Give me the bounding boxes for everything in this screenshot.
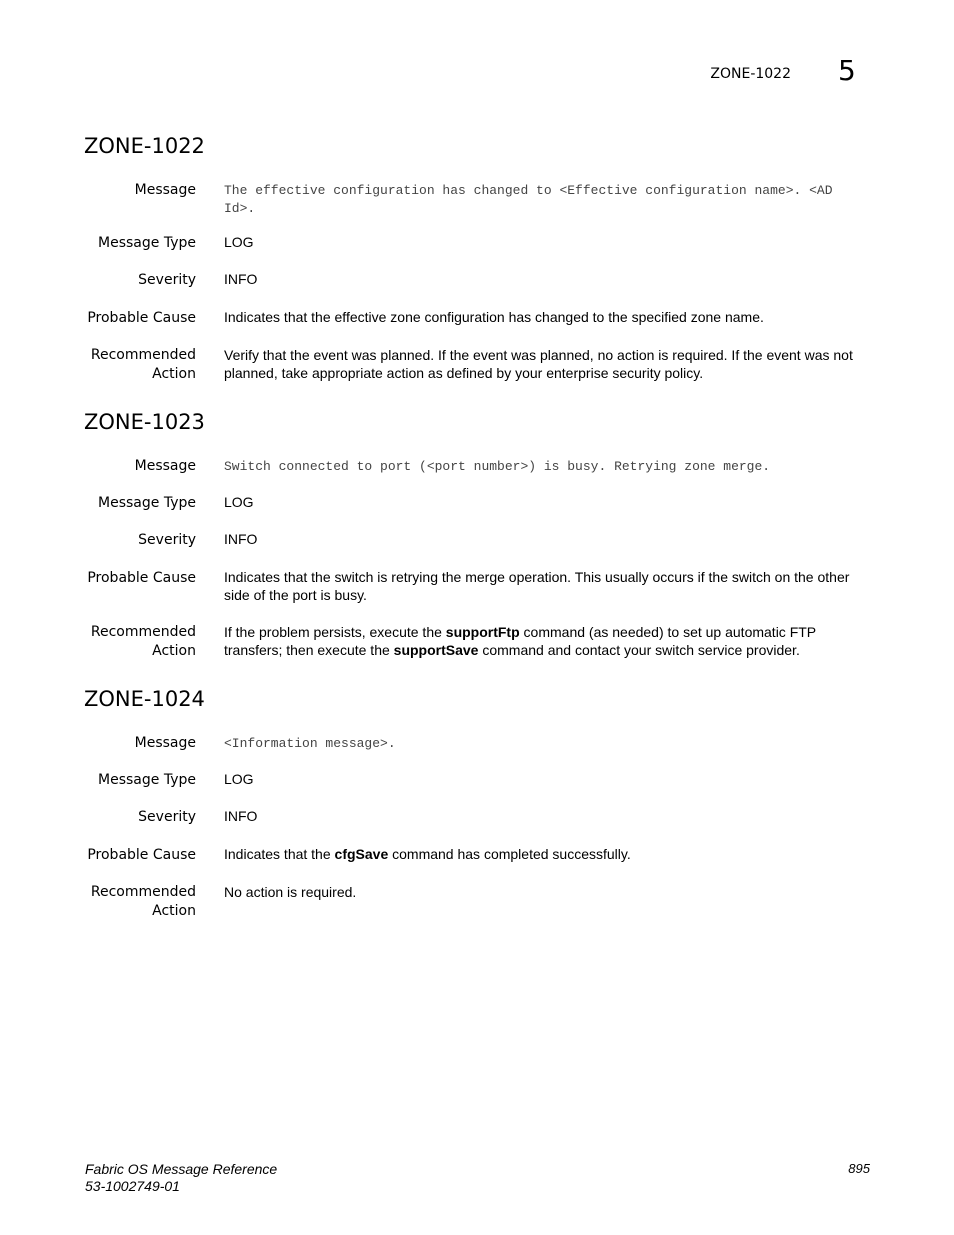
recommended-word: Recommended [90, 624, 196, 640]
section-title: ZONE-1023 [84, 410, 205, 434]
severity-label: Severity [138, 272, 196, 288]
footer-doc-number: 53-1002749-01 [85, 1178, 180, 1194]
recommended-action-value: No action is required. [224, 884, 357, 900]
action-word: Action [152, 642, 196, 659]
action-text: command and contact your switch service provider. [478, 641, 800, 658]
action-word: Action [152, 365, 196, 382]
cause-text: command has completed successfully. [388, 846, 631, 862]
action-word: Action [152, 902, 196, 919]
action-text: command (as needed) to set up automatic FTP transfers; then execute the [224, 624, 816, 658]
message-type-value: LOG [224, 771, 254, 787]
footer-title: Fabric OS Message Reference [85, 1161, 278, 1177]
message-type-label: Message Type [98, 495, 196, 511]
command-cfgsave: cfgSave [334, 846, 389, 862]
message-type-value: LOG [224, 234, 254, 250]
severity-value: INFO [224, 808, 258, 824]
probable-cause-value [224, 846, 860, 864]
message-label: Message [134, 182, 196, 198]
recommended-word: Recommended [90, 347, 196, 363]
message-value: Switch connected to port (<port number>) is busy. Retrying zone merge. [224, 459, 771, 474]
message-value: The effective configuration has changed to <Effective configuration name>. <AD Id>. [224, 183, 833, 216]
probable-cause-value: Indicates that the effective zone configuration has changed to the specified zone name. [224, 309, 764, 325]
message-value: <Information message>. [224, 736, 396, 751]
severity-value: INFO [224, 271, 258, 287]
message-type-label: Message Type [98, 235, 196, 251]
command-supportsave: supportSave [393, 641, 479, 658]
recommended-action-label [56, 346, 196, 383]
recommended-action-label [56, 623, 196, 660]
running-header-label: ZONE-1022 [710, 66, 791, 82]
message-type-value: LOG [224, 494, 254, 510]
cause-text: Indicates that the [224, 846, 335, 862]
message-type-label: Message Type [98, 772, 196, 788]
probable-cause-label: Probable Cause [87, 310, 196, 326]
probable-cause-label: Probable Cause [87, 847, 196, 863]
footer-doc-info [85, 1161, 277, 1195]
probable-cause-value: Indicates that the switch is retrying the merge operation. This usually occurs if the switch on the other side of the port is busy. [224, 569, 850, 603]
severity-label: Severity [138, 532, 196, 548]
message-label: Message [134, 735, 196, 751]
recommended-word: Recommended [90, 884, 196, 900]
probable-cause-label: Probable Cause [87, 570, 196, 586]
command-supportftp: supportFtp [445, 624, 520, 640]
section-title: ZONE-1024 [84, 687, 205, 711]
action-text: If the problem persists, execute the [224, 624, 446, 640]
section-title: ZONE-1022 [84, 134, 205, 158]
recommended-action-value [224, 624, 860, 659]
severity-value: INFO [224, 531, 258, 547]
recommended-action-label [56, 883, 196, 920]
recommended-action-value: Verify that the event was planned. If the event was planned, no action is required. If the event was not planned, take appropriate action as defined by your enterprise security policy. [224, 347, 853, 381]
chapter-number: 5 [838, 54, 856, 87]
severity-label: Severity [138, 809, 196, 825]
message-label: Message [134, 458, 196, 474]
page-number: 895 [848, 1161, 870, 1176]
